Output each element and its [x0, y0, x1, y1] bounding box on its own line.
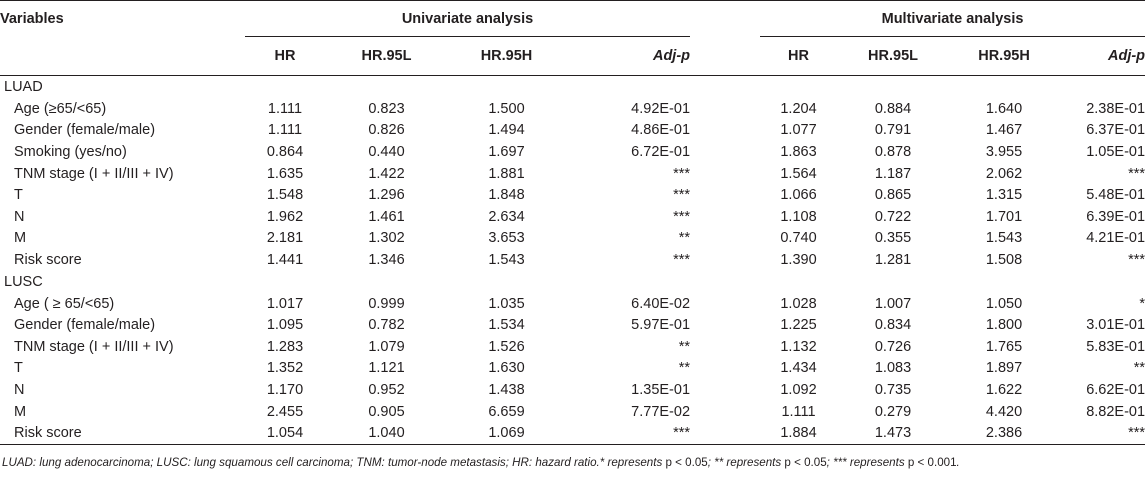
value-cell: 4.86E-01	[631, 122, 691, 139]
section-row	[0, 76, 1145, 99]
row-label: M	[14, 403, 27, 420]
value-cell: 1.281	[874, 251, 912, 268]
value-cell: 0.782	[368, 317, 405, 334]
row-label: Risk score	[14, 251, 82, 268]
value-cell: **	[678, 360, 691, 377]
value-cell: 1.283	[266, 338, 304, 355]
value-cell: 1.111	[267, 122, 303, 139]
col-header: HR	[760, 37, 837, 76]
value-cell: 1.302	[368, 230, 405, 247]
value-cell: 1.079	[368, 338, 405, 355]
value-cell: 1.111	[267, 100, 303, 117]
value-cell: ***	[1128, 165, 1145, 182]
table-row	[0, 141, 1145, 163]
value-cell: 6.62E-01	[1086, 381, 1145, 398]
value-cell: 1.346	[368, 251, 405, 268]
value-cell: 1.352	[266, 360, 304, 377]
value-cell: 6.39E-01	[1086, 208, 1145, 225]
value-cell: 1.508	[985, 251, 1023, 268]
value-cell: 0.440	[368, 143, 405, 160]
value-cell: 5.83E-01	[1086, 338, 1145, 355]
value-cell: 1.066	[780, 187, 817, 204]
value-cell: 1.017	[266, 295, 304, 312]
gap-cell	[690, 184, 760, 206]
row-label: N	[14, 208, 25, 225]
variables-header: Variables	[0, 1, 245, 38]
value-cell: 1.548	[266, 187, 304, 204]
value-cell: 1.035	[488, 295, 525, 312]
table-row	[0, 249, 1145, 271]
gap-cell	[690, 228, 760, 250]
table-row	[0, 314, 1145, 336]
value-cell: **	[1133, 360, 1145, 377]
value-cell: 4.21E-01	[1086, 230, 1145, 247]
row-label: Gender (female/male)	[14, 317, 156, 334]
table-row	[0, 336, 1145, 358]
value-cell: 1.028	[780, 295, 817, 312]
univariate-header: Univariate analysis	[245, 1, 690, 38]
value-cell: 0.834	[874, 317, 912, 334]
value-cell: 0.823	[368, 100, 405, 117]
value-cell: 1.35E-01	[631, 381, 691, 398]
table-row	[0, 163, 1145, 185]
value-cell: 1.441	[266, 251, 304, 268]
value-cell: 0.355	[874, 230, 912, 247]
col-header: HR	[245, 37, 325, 76]
value-cell: 1.187	[874, 165, 912, 182]
value-cell: 1.564	[780, 165, 817, 182]
col-header: HR.95L	[325, 37, 448, 76]
value-cell: 0.726	[874, 338, 912, 355]
value-cell: *	[1139, 295, 1145, 312]
header-column-row	[0, 37, 1145, 76]
value-cell: 1.132	[780, 338, 817, 355]
table-row	[0, 401, 1145, 423]
value-cell: 1.848	[488, 187, 525, 204]
value-cell: 0.865	[874, 187, 912, 204]
header-blank	[0, 37, 245, 76]
value-cell: 1.108	[780, 208, 817, 225]
value-cell: 1.083	[874, 360, 912, 377]
value-cell: 3.653	[488, 230, 525, 247]
value-cell: 0.722	[874, 208, 912, 225]
value-cell: ***	[673, 165, 691, 182]
value-cell: 0.791	[874, 122, 912, 139]
value-cell: 1.640	[985, 100, 1023, 117]
value-cell: 1.054	[245, 422, 325, 444]
value-cell: 1.438	[488, 381, 525, 398]
value-cell: 1.543	[985, 230, 1023, 247]
gap-cell	[690, 336, 760, 358]
footnote: LUAD: lung adenocarcinoma; LUSC: lung squamous cell carcinoma; TNM: tumor-node metastasis; HR: hazard ratio.* represents p < 0.05; ** represents p < 0.05; *** represents p < 0.001.	[2, 456, 960, 469]
value-cell: 7.77E-02	[631, 403, 691, 420]
value-cell: 6.659	[488, 403, 525, 420]
value-cell: 0.735	[874, 381, 912, 398]
value-cell: 0.878	[874, 143, 912, 160]
table-row	[0, 422, 1145, 444]
value-cell: 2.634	[488, 208, 525, 225]
value-cell: 1.800	[985, 317, 1023, 334]
table-row	[0, 358, 1145, 380]
value-cell: ***	[673, 251, 691, 268]
gap-cell	[690, 293, 760, 315]
gap-cell	[690, 358, 760, 380]
gap-cell	[690, 249, 760, 271]
value-cell: 1.461	[368, 208, 405, 225]
table-row	[0, 379, 1145, 401]
gap-cell	[690, 141, 760, 163]
value-cell: ***	[1128, 251, 1145, 268]
value-cell: ***	[565, 422, 690, 444]
value-cell: 1.635	[266, 165, 304, 182]
value-cell: 0.279	[874, 403, 912, 420]
value-cell: 0.740	[780, 230, 817, 247]
value-cell: 1.534	[488, 317, 525, 334]
value-cell: 1.050	[985, 295, 1023, 312]
value-cell: 1.092	[780, 381, 817, 398]
row-label: TNM stage (I + II/III + IV)	[14, 338, 174, 355]
value-cell: 3.955	[985, 143, 1023, 160]
value-cell: 1.881	[488, 165, 525, 182]
value-cell: 1.095	[266, 317, 304, 334]
value-cell: 1.007	[874, 295, 912, 312]
value-cell: 1.697	[488, 143, 525, 160]
value-cell: ***	[1059, 422, 1145, 444]
value-cell: 0.952	[368, 381, 405, 398]
gap-cell	[690, 314, 760, 336]
value-cell: 2.386	[949, 422, 1059, 444]
row-label: Smoking (yes/no)	[14, 143, 127, 160]
value-cell: 0.999	[368, 295, 405, 312]
table-row	[0, 98, 1145, 120]
row-label: N	[14, 381, 25, 398]
value-cell: 1.434	[780, 360, 817, 377]
value-cell: 2.062	[985, 165, 1023, 182]
value-cell: 1.069	[448, 422, 565, 444]
value-cell: 1.630	[488, 360, 525, 377]
value-cell: 1.467	[985, 122, 1023, 139]
row-label: T	[14, 187, 23, 204]
value-cell: 1.526	[488, 338, 525, 355]
value-cell: ***	[673, 208, 691, 225]
value-cell: 4.420	[985, 403, 1023, 420]
value-cell: 1.422	[368, 165, 405, 182]
value-cell: 0.905	[368, 403, 405, 420]
value-cell: 0.826	[368, 122, 405, 139]
value-cell: 6.40E-02	[631, 295, 691, 312]
value-cell: **	[678, 230, 691, 247]
value-cell: ***	[673, 187, 691, 204]
table-row	[0, 184, 1145, 206]
section-row	[0, 271, 1145, 293]
col-header: HR.95H	[448, 37, 565, 76]
header-gap	[690, 37, 760, 76]
gap-cell	[690, 98, 760, 120]
section-label: LUSC	[4, 273, 43, 290]
value-cell: 3.01E-01	[1086, 317, 1145, 334]
value-cell: 1.701	[985, 208, 1023, 225]
gap-cell	[690, 163, 760, 185]
value-cell: 8.82E-01	[1086, 403, 1145, 420]
value-cell: 1.077	[780, 122, 817, 139]
gap-cell	[690, 401, 760, 423]
multivariate-header: Multivariate analysis	[760, 1, 1145, 38]
row-label: Gender (female/male)	[14, 122, 156, 139]
value-cell: 6.37E-01	[1086, 122, 1145, 139]
value-cell: 1.225	[780, 317, 817, 334]
header-gap	[690, 1, 760, 38]
value-cell: 1.543	[488, 251, 525, 268]
value-cell: **	[678, 338, 691, 355]
row-label: TNM stage (I + II/III + IV)	[14, 165, 174, 182]
table-row	[0, 228, 1145, 250]
value-cell: 5.48E-01	[1086, 187, 1145, 204]
gap-cell	[690, 379, 760, 401]
value-cell: 2.181	[266, 230, 304, 247]
row-label: T	[14, 360, 23, 377]
section-label: LUAD	[4, 79, 43, 95]
row-label: Age ( ≥ 65/<65)	[14, 295, 115, 312]
value-cell: 1.111	[781, 403, 816, 420]
value-cell: 0.884	[874, 100, 912, 117]
row-label: Risk score	[0, 422, 245, 444]
col-header: HR.95H	[949, 37, 1059, 76]
value-cell: 1.170	[266, 381, 304, 398]
value-cell: 4.92E-01	[631, 100, 691, 117]
gap-cell	[690, 422, 760, 444]
value-cell: 1.390	[780, 251, 817, 268]
value-cell: 1.121	[368, 360, 405, 377]
value-cell: 1.315	[985, 187, 1023, 204]
gap-cell	[690, 206, 760, 228]
value-cell: 0.864	[266, 143, 304, 160]
value-cell: 1.897	[985, 360, 1023, 377]
value-cell: 6.72E-01	[631, 143, 691, 160]
row-label: Age (≥65/<65)	[14, 100, 107, 117]
value-cell: 1.962	[266, 208, 304, 225]
value-cell: 1.884	[760, 422, 837, 444]
value-cell: 1.05E-01	[1086, 143, 1145, 160]
value-cell: 1.622	[985, 381, 1023, 398]
value-cell: 5.97E-01	[631, 317, 691, 334]
value-cell: 1.494	[488, 122, 525, 139]
row-label: M	[14, 230, 27, 247]
table-row	[0, 293, 1145, 315]
value-cell: 2.455	[266, 403, 304, 420]
value-cell: 1.765	[985, 338, 1023, 355]
table-row	[0, 120, 1145, 142]
table-row	[0, 206, 1145, 228]
value-cell: 1.863	[780, 143, 817, 160]
col-header: HR.95L	[837, 37, 949, 76]
col-header: Adj-p	[565, 37, 690, 76]
gap-cell	[690, 120, 760, 142]
value-cell: 1.500	[488, 100, 525, 117]
header-group-row	[0, 1, 1145, 38]
value-cell: 1.204	[780, 100, 817, 117]
value-cell: 1.473	[837, 422, 949, 444]
table-body	[0, 76, 1145, 445]
value-cell: 1.296	[368, 187, 405, 204]
value-cell: 2.38E-01	[1086, 100, 1145, 117]
col-header: Adj-p	[1059, 37, 1145, 76]
value-cell: 1.040	[325, 422, 448, 444]
